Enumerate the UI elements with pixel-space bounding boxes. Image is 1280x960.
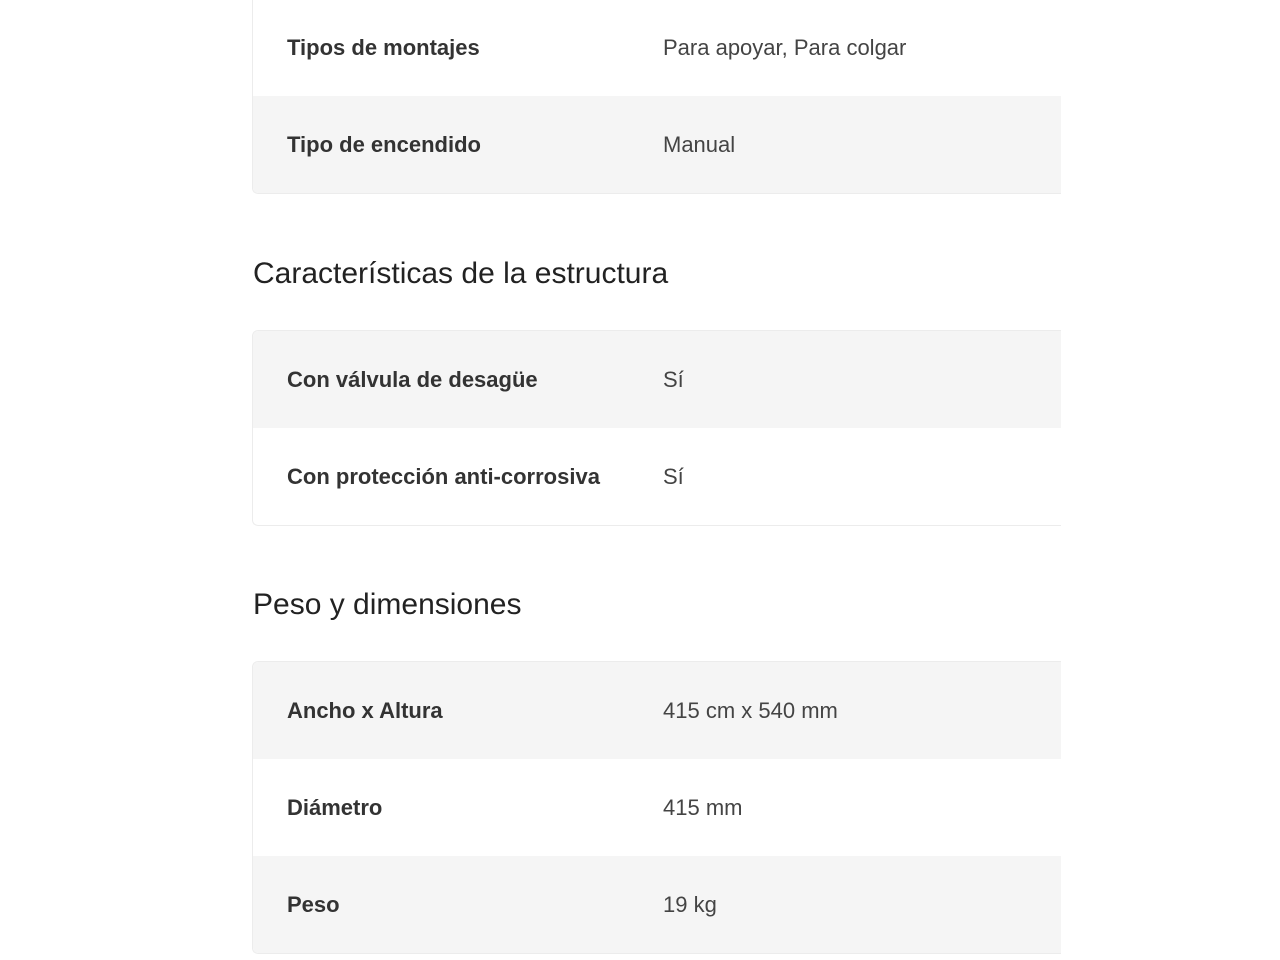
spec-label: Con protección anti-corrosiva	[287, 463, 600, 489]
spec-table-general	[252, 0, 1061, 194]
spec-row	[253, 428, 1061, 525]
spec-label: Con válvula de desagüe	[287, 366, 538, 392]
spec-row	[253, 0, 1061, 96]
spec-value: 415 mm	[663, 794, 743, 820]
spec-row	[253, 856, 1061, 953]
section-title-peso-dimensiones: Peso y dimensiones	[253, 588, 522, 621]
spec-value: Sí	[663, 463, 684, 489]
spec-value: 415 cm x 540 mm	[663, 697, 838, 723]
spec-label: Ancho x Altura	[287, 697, 443, 723]
spec-label: Diámetro	[287, 794, 383, 820]
spec-value: Para apoyar, Para colgar	[663, 34, 907, 60]
spec-row	[253, 662, 1061, 759]
spec-row	[253, 96, 1061, 193]
spec-row	[253, 759, 1061, 856]
spec-label: Tipo de encendido	[287, 131, 481, 157]
spec-value: Sí	[663, 366, 684, 392]
spec-table-peso-dimensiones	[252, 661, 1061, 954]
spec-value: Manual	[663, 131, 736, 157]
spec-value: 19 kg	[663, 891, 717, 917]
spec-table-estructura	[252, 330, 1061, 526]
spec-label: Tipos de montajes	[287, 34, 480, 60]
section-title-estructura: Características de la estructura	[253, 257, 669, 290]
spec-row	[253, 331, 1061, 428]
spec-label: Peso	[287, 891, 340, 917]
